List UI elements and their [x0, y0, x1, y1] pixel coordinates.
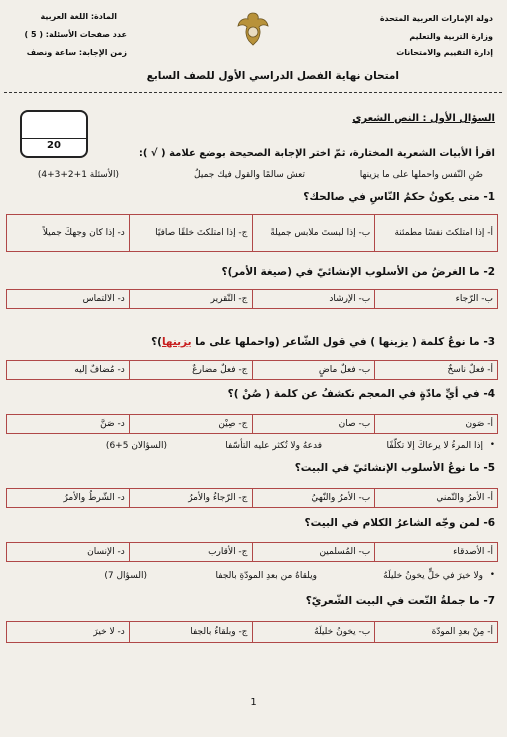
- question-5: 5- ما نوعُ الأسلوب الإنشائيّ في البيت؟: [294, 462, 495, 474]
- question-2: 2- ما الغرضُ من الأسلوب الإنشائيّ في (صيغة الأمر)؟: [221, 266, 495, 278]
- verse1-note: (الأسئلة 1+2+3+4): [37, 170, 119, 180]
- q4-option-b[interactable]: ب- صان: [252, 414, 375, 434]
- header-pages: عدد صفحات الأسئلة: ( 5 ): [24, 30, 127, 39]
- q6-options: [6, 542, 498, 562]
- score-box: [20, 110, 88, 158]
- q1-option-a[interactable]: أ- إذا امتلكتَ نفسًا مطمئنة: [374, 214, 498, 252]
- q1-option-b[interactable]: ب- إذا لبستَ ملابس جميلةً: [252, 214, 375, 252]
- q4-option-c[interactable]: ج- صِيْن: [129, 414, 252, 434]
- verse3-bullet-icon: •: [489, 570, 495, 580]
- verse1-part2: تعش سالمًا والقول فيك جميلُ: [194, 170, 305, 180]
- q5-options: [6, 488, 498, 508]
- question-3-end: )؟: [151, 336, 162, 348]
- question-7: 7- ما جملةُ النّعت في البيت الشّعريّ؟: [305, 595, 495, 607]
- q3-options: [6, 360, 498, 380]
- instruction: اقرأ الأبيات الشعرية المختارة، ثمّ اختر الإجابة الصحيحة بوضع علامة ( √ ):: [138, 148, 495, 159]
- verse3-part1: ولا خيرَ في خلٍّ يخونُ خليلَهُ: [383, 571, 483, 581]
- verse2-bullet-icon: •: [489, 440, 495, 450]
- verse2-part2: فدعهُ ولا تُكثر عليه التأسّفا: [225, 441, 322, 451]
- verse2-note: (السؤالان 5+6): [105, 441, 167, 451]
- q5-option-d[interactable]: د- الشّرطُ والأمرُ: [6, 488, 129, 508]
- q2-options: [6, 289, 498, 309]
- exam-title: امتحان نهاية الفصل الدراسي الأول للصف السابع: [146, 70, 399, 82]
- q7-option-c[interactable]: ج- وبلقاءُ بالجفا: [129, 621, 252, 643]
- verse2-part1: إذا المرءُ لا يرعاكَ إلا تكلّفًا: [386, 441, 483, 451]
- q3-option-a[interactable]: أ- فعلٌ ناسخٌ: [374, 360, 498, 380]
- q5-option-b[interactable]: ب- الأمرُ والنّهيُ: [252, 488, 375, 508]
- q3-option-c[interactable]: ج- فعلٌ مضارعٌ: [129, 360, 252, 380]
- verse3-note: (السؤال 7): [104, 571, 147, 581]
- q5-option-c[interactable]: ج- الرّجاءُ والأمرُ: [129, 488, 252, 508]
- header-right-line-2: وزارة التربية والتعليم: [409, 32, 493, 41]
- q6-option-c[interactable]: ج- الأقارب: [129, 542, 252, 562]
- verse1-part1: صُنِ النّفس واحملها على ما يزينها: [359, 170, 483, 180]
- header-duration: زمن الإجابة: ساعة ونصف: [26, 48, 127, 57]
- q3-option-d[interactable]: د- مُضافٌ إليه: [6, 360, 129, 380]
- header-right-line-3: إدارة التقييم والامتحانات: [396, 48, 493, 57]
- q1-options: [6, 214, 498, 252]
- q4-option-d[interactable]: د- صَنَّ: [6, 414, 129, 434]
- question-3-highlight: يزينها: [161, 336, 192, 348]
- q4-options: [6, 414, 498, 434]
- question-6: 6- لمن وجّه الشاعرُ الكلام في البيت؟: [304, 517, 495, 529]
- header-right-line-1: دولة الإمارات العربية المتحدة: [379, 14, 493, 23]
- header-subject: المادة: اللغة العربية: [40, 12, 117, 21]
- q5-option-a[interactable]: أ- الأمرُ والتّمني: [374, 488, 498, 508]
- q7-option-d[interactable]: د- لا خيرَ: [6, 621, 129, 643]
- question-1: 1- متى يكونُ حكمُ النّاسِ في صالحك؟: [303, 191, 495, 203]
- question-3: [151, 336, 495, 348]
- q6-option-d[interactable]: د- الإنسان: [6, 542, 129, 562]
- header-divider: [4, 92, 502, 93]
- q1-option-d[interactable]: د- إذا كان وجهكَ جميلاً: [6, 214, 129, 252]
- q4-option-a[interactable]: أ- صَون: [374, 414, 498, 434]
- q7-options: [6, 621, 498, 643]
- q2-option-b[interactable]: ب- الإرشاد: [252, 289, 375, 309]
- score-value: 20: [47, 140, 61, 151]
- verse3-part2: ويلقاهُ من بعدِ المودّةِ بالجفا: [215, 571, 317, 581]
- q2-option-d[interactable]: د- الالتماس: [6, 289, 129, 309]
- section-title: السؤال الأول : النص الشعري: [352, 113, 495, 124]
- q1-option-c[interactable]: ج- إذا امتلكتَ خلقًا صافيًا: [129, 214, 252, 252]
- q3-option-b[interactable]: ب- فعلٌ ماضٍ: [252, 360, 375, 380]
- q7-option-a[interactable]: أ- مِنْ بعدِ المودّة: [374, 621, 498, 643]
- question-3-text: 3- ما نوعُ كلمة ( يزينها ) في قول الشّاعر (واحملها على ما: [191, 336, 495, 348]
- q2-option-a[interactable]: ب- الرّجاء: [374, 289, 498, 309]
- score-box-divider: [22, 138, 86, 139]
- q6-option-a[interactable]: أ- الأصدقاء: [374, 542, 498, 562]
- q6-option-b[interactable]: ب- المُسلمين: [252, 542, 375, 562]
- uae-emblem-icon: [236, 10, 270, 48]
- q2-option-c[interactable]: ج- التّقرير: [129, 289, 252, 309]
- page-number: 1: [250, 697, 257, 708]
- q7-option-b[interactable]: ب- يخونُ خليلَهُ: [252, 621, 375, 643]
- question-4: 4- في أيِّ مادّةٍ في المعجم نكشفُ عن كلمة ( صُنْ )؟: [227, 388, 495, 400]
